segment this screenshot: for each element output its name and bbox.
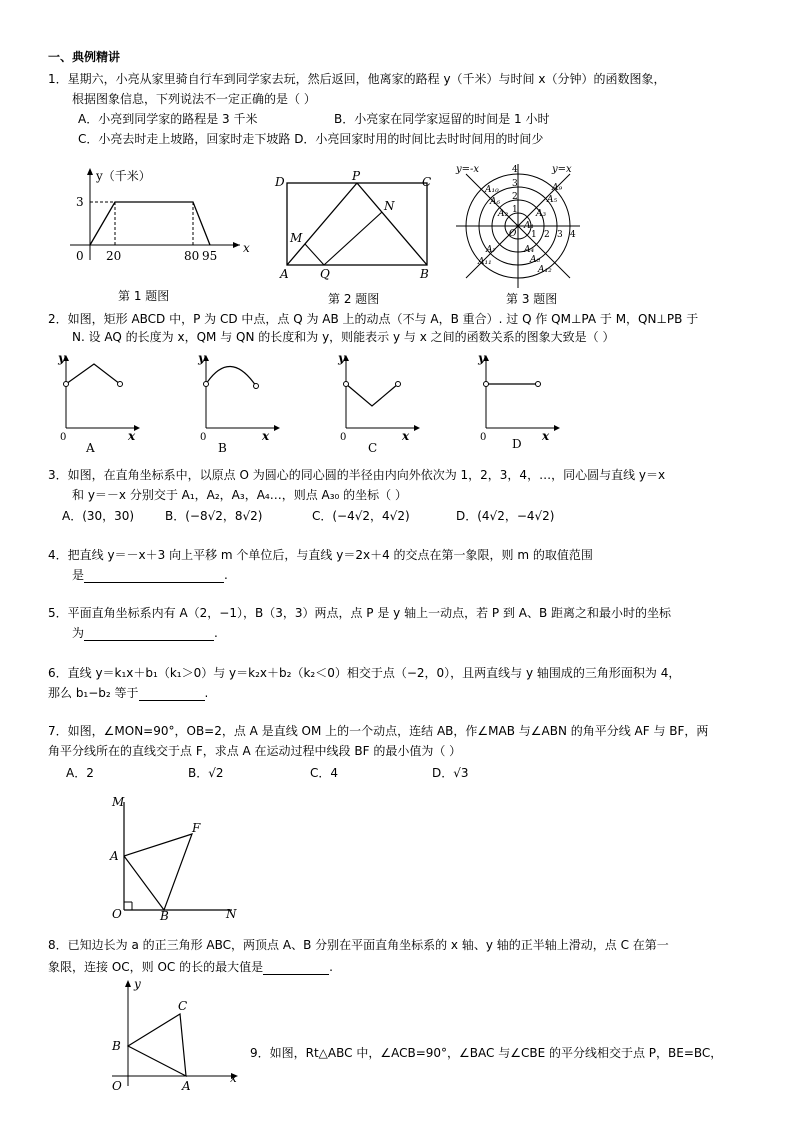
fig3-num-1-right: 1: [531, 230, 537, 240]
fig3-label-a3: A₃: [536, 209, 547, 219]
q7-line2: 角平分线所在的直线交于点 F，求点 A 在运动过程中线段 BF 的最小值为（ ）: [48, 744, 462, 758]
q2-graph-c-x: x: [402, 429, 410, 443]
q8-fig-O: O: [112, 1079, 122, 1093]
fig2-B: B: [420, 267, 429, 281]
fig3-label-a11: A₁₁: [478, 257, 492, 267]
q3-option-d: D．(4√2，−4√2): [456, 509, 555, 523]
fig3-label-a8: A₈: [530, 255, 541, 265]
section-title: 一、典例精讲: [48, 50, 121, 64]
q2-line2: N. 设 AQ 的长度为 x，QM 与 QN 的长度和为 y，则能表示 y 与 x 之间的函数关系的图象大致是（ ）: [72, 330, 615, 344]
q2-line1: 2．如图，矩形 ABCD 中，P 为 CD 中点，点 Q 为 AB 上的动点（不与 A，B 重合）. 过 Q 作 QM⊥PA 于 M，QN⊥PB 于: [48, 312, 699, 326]
q7-option-b: B．√2: [188, 766, 224, 780]
fig3-label-a6: A₆: [490, 197, 501, 207]
q3-line1: 3．如图，在直角坐标系中，以原点 O 为圆心的同心圆的半径由内向外依次为 1，2，3，4，…，同心圆与直线 y＝x: [48, 468, 666, 482]
fig3-num-2-top: 2: [512, 192, 518, 202]
q7-fig-M: M: [112, 795, 125, 809]
q7-option-d: D．√3: [432, 766, 469, 780]
q5-line2: 为: [72, 626, 85, 640]
q2-graph-a-y: y: [58, 351, 65, 365]
fig1-x95: 95: [202, 249, 218, 263]
fig3-num-3-right: 3: [557, 230, 563, 240]
q7-fig-O: O: [112, 907, 122, 921]
q7-fig-B: B: [160, 909, 169, 923]
fig3-label-a7: A₇: [486, 245, 497, 255]
q2-graph-d-o: 0: [480, 432, 487, 443]
q2-graph-a-label: A: [86, 441, 95, 455]
q3-option-a: A．(30，30): [62, 509, 135, 523]
q4-line2: 是: [72, 568, 85, 582]
fig1-ylabel: y（千米）: [96, 169, 151, 183]
q2-graph-d-y: y: [478, 351, 485, 365]
fig3-num-3-top: 3: [512, 179, 518, 189]
q1-option-b: B．小亮家在同学家逗留的时间是 1 小时: [334, 112, 550, 126]
fig3-label-a12: A₁₂: [538, 265, 552, 275]
fig2-rectangle: [272, 168, 442, 283]
q2-graph-a-x: x: [128, 429, 136, 443]
fig3-label-a10: A₁₀: [485, 185, 499, 195]
q3-option-c: C．(−4√2，4√2): [312, 509, 410, 523]
q8-answer-blank[interactable]: [263, 960, 329, 975]
q2-graph-a: [50, 350, 150, 455]
q2-graph-b: [190, 350, 290, 455]
q1-line1: 1．星期六，小亮从家里骑自行车到同学家去玩，然后返回，他离家的路程 y（千米）与时间 x（分钟）的函数图象，: [48, 72, 666, 86]
q2-graph-c-label: C: [368, 441, 378, 455]
q2-graph-c-y: y: [338, 351, 345, 365]
fig2-P: P: [352, 169, 361, 183]
fig2-C: C: [422, 175, 432, 189]
q7-fig-N: N: [226, 907, 237, 921]
q9-line1: 9．如图，Rt△ABC 中，∠ACB=90°，∠BAC 与∠CBE 的平分线相交于点 P，BE=BC，: [250, 1046, 723, 1060]
fig2-A: A: [280, 267, 289, 281]
q2-graph-c-o: 0: [340, 432, 347, 443]
fig2-M: M: [290, 231, 303, 245]
q2-graph-d-x: x: [542, 429, 550, 443]
q8-fig-x: x: [230, 1071, 237, 1085]
fig2-Q: Q: [320, 267, 330, 281]
q7-option-c: C．4: [310, 766, 339, 780]
q8-line1: 8．已知边长为 a 的正三角形 ABC，两顶点 A、B 分别在平面直角坐标系的 x 轴、y 轴的正半轴上滑动，点 C 在第一: [48, 938, 669, 952]
fig3-label-a5: A₅: [547, 195, 558, 205]
q7-fig-A: A: [110, 849, 119, 863]
fig3-caption: 第 3 题图: [506, 292, 558, 306]
q6-line2-row: 那么 b₁−b₂ 等于 .: [48, 686, 209, 700]
q4-answer-blank[interactable]: [84, 568, 224, 583]
fig3-label-a4: A₄: [524, 245, 535, 255]
q8-line2: 象限，连接 OC，则 OC 的长的最大值是: [48, 960, 264, 974]
fig3-num-1-top: 1: [512, 205, 518, 215]
q1-line2: 根据图象信息，下列说法不一定正确的是（ ）: [72, 92, 316, 106]
fig3-num-4-top: 4: [512, 165, 518, 175]
q8-fig-y: y: [134, 977, 141, 991]
fig3-origin: O: [509, 229, 517, 239]
fig3-label-a2: A₂: [498, 209, 509, 219]
q5-answer-blank[interactable]: [84, 626, 214, 641]
q7-figure: [108, 792, 248, 922]
q8-line2-row: 象限，连接 OC，则 OC 的长的最大值是 .: [48, 960, 333, 974]
fig1-x20: 20: [106, 249, 122, 263]
fig1-x80: 80: [184, 249, 200, 263]
q2-graph-b-y: y: [198, 351, 205, 365]
fig3-concentric-circles: [452, 160, 592, 290]
q1-option-a: A．小亮到同学家的路程是 3 千米: [78, 112, 258, 126]
q2-graph-d-label: D: [512, 437, 522, 451]
fig2-caption: 第 2 题图: [328, 292, 380, 306]
q4-line2-row: 是 .: [72, 568, 228, 582]
q8-fig-A: A: [182, 1079, 191, 1093]
q8-figure: [104, 974, 244, 1094]
q6-line2: 那么 b₁−b₂ 等于: [48, 686, 139, 700]
q6-answer-blank[interactable]: [139, 686, 205, 701]
fig1-xlabel: x: [243, 241, 250, 255]
fig2-N: N: [384, 199, 395, 213]
fig1-y3: 3: [76, 195, 84, 209]
q1-option-cd: C．小亮去时走上坡路，回家时走下坡路 D．小亮回家时用的时间比去时时间用的时间少: [78, 132, 544, 146]
fig3-num-4-right: 4: [570, 230, 576, 240]
fig3-label-a1: A₁: [524, 221, 535, 231]
q2-graph-d: [470, 350, 570, 455]
q2-graph-a-o: 0: [60, 432, 67, 443]
q5-line2-row: 为 .: [72, 626, 218, 640]
q2-graph-b-x: x: [262, 429, 270, 443]
fig1-graph: [60, 160, 260, 270]
q7-fig-F: F: [192, 821, 201, 835]
fig3-num-2-right: 2: [544, 230, 550, 240]
fig2-D: D: [275, 175, 285, 189]
q8-fig-C: C: [178, 999, 188, 1013]
fig3-y-neg-x: y=-x: [456, 164, 480, 175]
q6-line1: 6．直线 y＝k₁x＋b₁（k₁＞0）与 y＝k₂x＋b₂（k₂＜0）相交于点（−2，0），且两直线与 y 轴围成的三角形面积为 4，: [48, 666, 681, 680]
fig1-caption: 第 1 题图: [118, 289, 170, 303]
q3-option-b: B．(−8√2，8√2): [165, 509, 263, 523]
q7-line1: 7．如图，∠MON=90°，OB=2，点 A 是直线 OM 上的一个动点，连结 AB，作∠MAB 与∠ABN 的角平分线 AF 与 BF，两: [48, 724, 709, 738]
q5-line1: 5．平面直角坐标系内有 A（2，−1），B（3，3）两点，点 P 是 y 轴上一动点，若 P 到 A、B 距离之和最小时的坐标: [48, 606, 672, 620]
fig1-x0: 0: [76, 249, 84, 263]
q8-fig-B: B: [112, 1039, 121, 1053]
q2-graph-c: [330, 350, 430, 455]
q4-line1: 4．把直线 y＝－x＋3 向上平移 m 个单位后，与直线 y＝2x＋4 的交点在第一象限，则 m 的取值范围: [48, 548, 593, 562]
fig3-y-x: y=x: [552, 164, 572, 175]
q2-graph-b-o: 0: [200, 432, 207, 443]
q3-line2: 和 y＝－x 分别交于 A₁，A₂，A₃，A₄…，则点 A₃₀ 的坐标（ ）: [72, 488, 407, 502]
q7-option-a: A．2: [66, 766, 94, 780]
q2-graph-b-label: B: [218, 441, 227, 455]
fig3-label-a9: A₉: [552, 183, 563, 193]
